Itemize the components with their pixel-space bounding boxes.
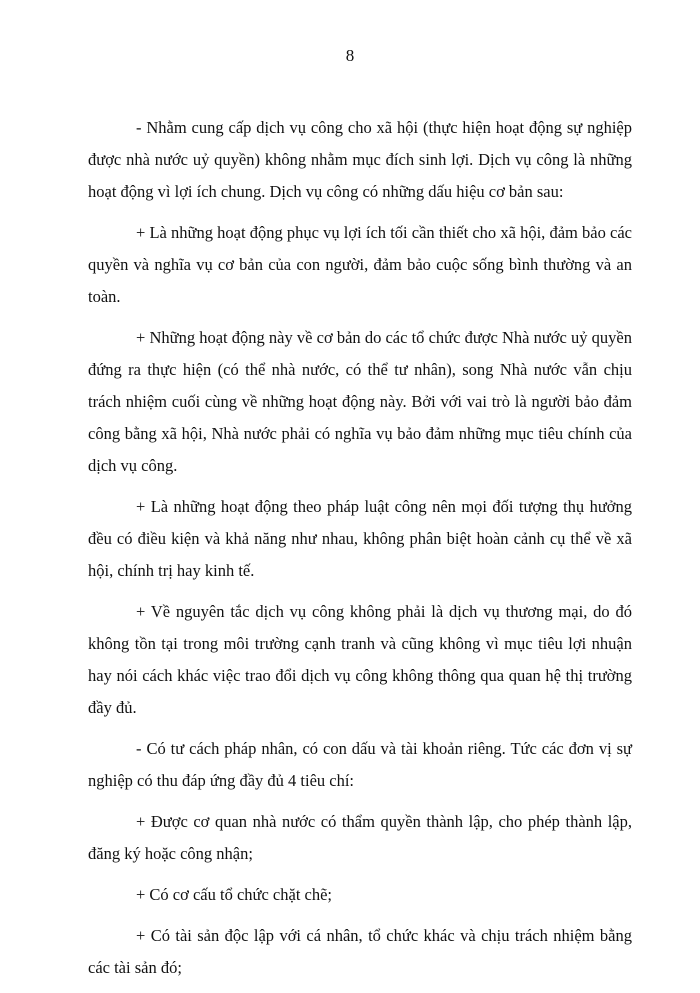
paragraph-8: + Có cơ cấu tổ chức chặt chẽ; [136,885,333,904]
paragraph-6: - Có tư cách pháp nhân, có con dấu và tài khoản riêng. Tức các đơn vị sự nghiệp có thu đáp ứng đầy đủ 4 tiêu chí: [88,739,632,790]
paragraph-2: + Là những hoạt động phục vụ lợi ích tối cần thiết cho xã hội, đảm bảo các quyền và nghĩa vụ cơ bản của con người, đảm bảo cuộc sống bình thường và an toàn. [88,223,632,306]
paragraph-3: + Những hoạt động này về cơ bản do các tổ chức được Nhà nước uỷ quyền đứng ra thực hiện (có thể nhà nước, có thể tư nhân), song Nhà nước vẫn chịu trách nhiệm cuối cùng về những hoạt động này. Bởi với vai trò là người bảo đảm công bằng xã hội, Nhà nước phải có nghĩa vụ bảo đảm những mục tiêu chính của dịch vụ công. [88,328,632,475]
paragraph-7: + Được cơ quan nhà nước có thẩm quyền thành lập, cho phép thành lập, đăng ký hoặc công nhận; [88,812,632,863]
paragraph-4: + Là những hoạt động theo pháp luật công nên mọi đối tượng thụ hưởng đều có điều kiện và khả năng như nhau, không phân biệt hoàn cảnh cụ thể về xã hội, chính trị hay kinh tế. [88,497,632,580]
page-number: 8 [345,46,355,65]
page-body [88,112,632,993]
paragraph-5: + Về nguyên tắc dịch vụ công không phải là dịch vụ thương mại, do đó không tồn tại trong môi trường cạnh tranh và cũng không vì mục tiêu lợi nhuận hay nói cách khác việc trao đổi dịch vụ công không thông qua quan hệ thị trường đầy đủ. [88,602,632,717]
paragraph-9: + Có tài sản độc lập với cá nhân, tổ chức khác và chịu trách nhiệm bằng các tài sản đó; [88,926,632,977]
paragraph-1: - Nhằm cung cấp dịch vụ công cho xã hội (thực hiện hoạt động sự nghiệp được nhà nước uỷ quyền) không nhằm mục đích sinh lợi. Dịch vụ công là những hoạt động vì lợi ích chung. Dịch vụ công có những dấu hiệu cơ bản sau: [88,118,632,201]
